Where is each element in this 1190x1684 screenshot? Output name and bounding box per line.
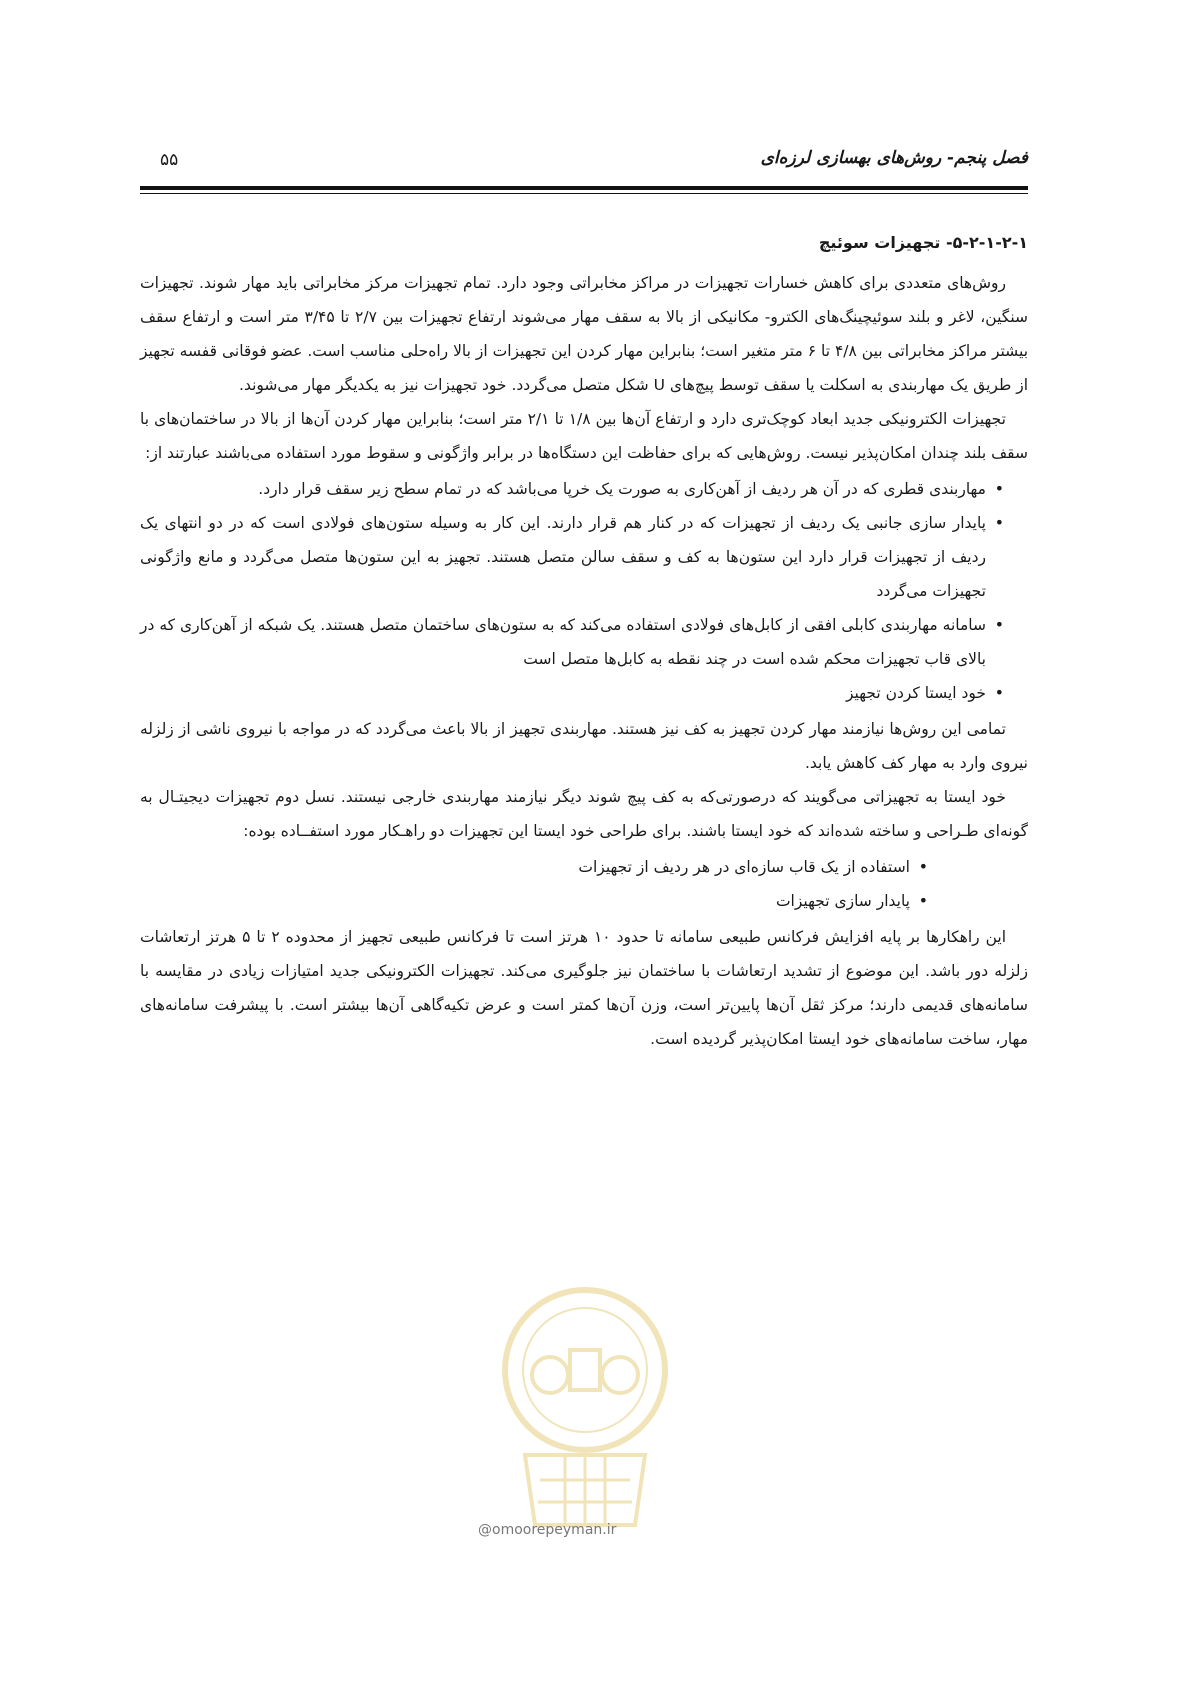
page-number: ۵۵ xyxy=(160,150,179,170)
paragraph-4: خود ایستا به تجهیزاتی می‌گویند که درصورتی‌که به کف پیچ شوند دیگر نیازمند مهاربندی خارجی نیستند. نسل دوم تجهیزات دیجیتـال به گونه‌ای طـراحی و ساخته شده‌اند که خود ایستا باشند. برای طراحی خود ایستا این تجهیزات دو راهـکار مورد استفــاده بوده: xyxy=(140,788,1028,840)
header-rule-thin xyxy=(140,193,1028,194)
watermark-text xyxy=(478,1522,616,1538)
watermark-seal-icon xyxy=(470,1280,700,1540)
chapter-title: فصل پنجم- روش‌های بهسازی لرزه‌ای xyxy=(760,148,1028,168)
paragraph-1: روش‌های متعددی برای کاهش خسارات تجهیزات در مراکز مخابراتی وجود دارد. تمام تجهیزات مرکز مخابراتی باید مهار شوند. تجهیزات سنگین، لاغر و بلند سوئیچینگ‌های الکترو- مکانیکی از بالا به سقف مهار می‌شوند ارتفاع تجهیزات بین ۲/۷ تا ۳/۴۵ متر است و ارتفاع سقف بیشتر مراکز مخابراتی بین ۴/۸ تا ۶ متر متغیر است؛ بنابراین مهار کردن این تجهیزات از بالا راه‌حلی مناسب است. عضو فوقانی قفسه تجهیز از طریق یک مهاربندی به اسکلت یا سقف توسط پیچ‌های U شکل متصل می‌گردد. خود تجهیزات نیز به یکدیگر مهار می‌شوند. xyxy=(140,274,1029,394)
watermark-at-icon: @ xyxy=(478,1522,492,1538)
list-item: • مهاربندی قطری که در آن هر ردیف از آهن‌کاری به صورت یک خرپا می‌باشد که در تمام سطح زیر سقف قرار دارد. xyxy=(140,472,1004,506)
self-standing-methods-list xyxy=(140,850,1028,918)
bracing-methods-list xyxy=(140,472,1028,710)
paragraph-2: تجهیزات الکترونیکی جدید ابعاد کوچک‌تری دارد و ارتفاع آن‌ها بین ۱/۸ تا ۲/۱ متر است؛ بنابراین مهار کردن آن‌ها از بالا در ساختمان‌های با سقف بلند چندان امکان‌پذیر نیست. روش‌هایی که برای حفاظت این دستگاه‌ها در برابر واژگونی و سقوط مورد استفاده می‌باشند عبارتند از: xyxy=(140,410,1028,462)
list-item: • پایدار سازی جانبی یک ردیف از تجهیزات که در کنار هم قرار دارند. این کار به وسیله ستون‌های فولادی است که در دو انتهای یک ردیف از تجهیزات قرار دارد این ستون‌ها به کف و سقف سالن متصل هستند. تجهیز به این ستون‌ها متصل می‌گردد و مانع واژگونی تجهیزات می‌گردد xyxy=(140,506,1004,608)
watermark-site: omoorepeyman.ir xyxy=(492,1522,617,1538)
page-body xyxy=(140,226,1028,1056)
list-item: • سامانه مهاربندی کابلی افقی از کابل‌های فولادی استفاده می‌کند که به ستون‌های ساختمان متصل هستند. یک شبکه از آهن‌کاری که در بالای قاب تجهیزات محکم شده است در چند نقطه به کابل‌ها متصل است xyxy=(140,608,1004,676)
list-item: • استفاده از یک قاب سازه‌ای در هر ردیف از تجهیزات xyxy=(140,850,928,884)
list-item: • خود ایستا کردن تجهیز xyxy=(140,676,1004,710)
section-heading: ۵-۲-۱-۲-۱- تجهیزات سوئیچ xyxy=(818,233,1028,252)
header-rule-thick xyxy=(140,186,1028,190)
paragraph-3: تمامی این روش‌ها نیازمند مهار کردن تجهیز به کف نیز هستند. مهاربندی تجهیز از بالا باعث می‌گردد که در مواجه با نیروی ناشی از زلزله نیروی وارد به مهار کف کاهش یابد. xyxy=(140,720,1028,772)
page-header xyxy=(140,144,1028,184)
paragraph-5: این راهکارها بر پایه افزایش فرکانس طبیعی سامانه تا حدود ۱۰ هرتز است تا فرکانس طبیعی تجهیز از محدوده ۲ تا ۵ هرتز ارتعاشات زلزله دور باشد. این موضوع از تشدید ارتعاشات با ساختمان نیز جلوگیری می‌کند. تجهیزات الکترونیکی جدید امتیازات زیادی در مقایسه با سامانه‌های قدیمی دارند؛ مرکز ثقل آن‌ها پایین‌تر است، وزن آن‌ها کمتر است و عرض تکیه‌گاهی آن‌ها بیشتر است. با پیشرفت سامانه‌های مهار، ساخت سامانه‌های خود ایستا امکان‌پذیر گردیده است. xyxy=(140,928,1028,1048)
list-item: • پایدار سازی تجهیزات xyxy=(140,884,928,918)
